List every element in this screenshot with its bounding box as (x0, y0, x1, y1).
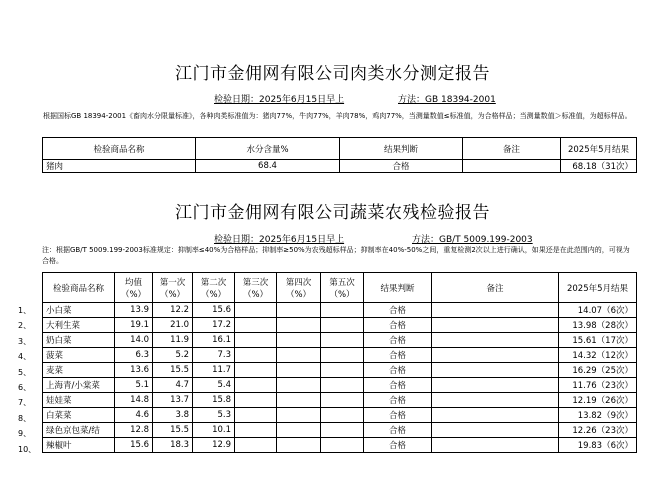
veg-cell-t2: 15.8 (193, 393, 235, 408)
veg-cell-name: 白菜菜 (43, 408, 115, 423)
meat-header-name: 检验商品名称 (43, 138, 196, 160)
veg-cell-t3 (235, 408, 277, 423)
veg-cell-may: 14.32（12次） (559, 348, 637, 363)
row-index: 2、 (18, 321, 32, 331)
veg-cell-t1: 15.5 (153, 363, 193, 378)
veg-header-t1-unit: （%） (159, 289, 186, 300)
veg-cell-remark (432, 393, 559, 408)
veg-cell-t5 (321, 303, 364, 318)
veg-header-name: 检验商品名称 (43, 273, 115, 303)
veg-cell-t2: 17.2 (193, 318, 235, 333)
table-row (43, 423, 637, 438)
veg-results-table (42, 272, 637, 453)
veg-cell-remark (432, 318, 559, 333)
veg-header-t4 (277, 273, 321, 303)
veg-cell-t1: 4.7 (153, 378, 193, 393)
table-row (43, 303, 637, 318)
row-index: 3、 (18, 336, 32, 346)
veg-cell-t1: 13.7 (153, 393, 193, 408)
veg-cell-result: 合格 (364, 423, 432, 438)
veg-header-t4-label: 第四次 (285, 277, 312, 288)
veg-cell-t1: 18.3 (153, 438, 193, 453)
veg-cell-t2: 12.9 (193, 438, 235, 453)
veg-cell-t4 (277, 348, 321, 363)
meat-header-result: 结果判断 (340, 138, 463, 160)
veg-cell-t3 (235, 318, 277, 333)
veg-cell-remark (432, 348, 559, 363)
meat-row-remark (463, 160, 561, 173)
row-index: 10、 (18, 444, 37, 454)
veg-standard-note: 注：根据GB/T 5009.199-2003标准规定：抑制率≤40%为合格样品；抑制率≥50%为农残超标样品；抑制率在40%-50%之间，重复检测2次以上进行确认，如果还是在此范围内的，可视为合格。 (42, 246, 630, 265)
meat-row-value: 68.4 (196, 160, 340, 173)
veg-cell-avg: 12.8 (115, 423, 153, 438)
veg-header-remark: 备注 (432, 273, 559, 303)
veg-cell-avg: 4.6 (115, 408, 153, 423)
veg-cell-t5 (321, 408, 364, 423)
veg-cell-t4 (277, 378, 321, 393)
veg-cell-t1: 11.9 (153, 333, 193, 348)
meat-inspection-date: 检验日期：2025年6月15日早上 (214, 95, 345, 105)
row-index: 8、 (18, 413, 32, 423)
table-row (43, 378, 637, 393)
veg-cell-result: 合格 (364, 378, 432, 393)
veg-cell-result: 合格 (364, 393, 432, 408)
veg-cell-may: 15.61（17次） (559, 333, 637, 348)
veg-cell-t5 (321, 393, 364, 408)
veg-cell-t4 (277, 333, 321, 348)
veg-cell-t3 (235, 348, 277, 363)
veg-cell-avg: 5.1 (115, 378, 153, 393)
veg-cell-t3 (235, 303, 277, 318)
veg-cell-result: 合格 (364, 333, 432, 348)
veg-cell-t5 (321, 318, 364, 333)
veg-cell-t5 (321, 348, 364, 363)
meat-row-result: 合格 (340, 160, 463, 173)
veg-cell-t4 (277, 363, 321, 378)
meat-header-may-result: 2025年5月结果 (561, 138, 637, 160)
table-row (43, 408, 637, 423)
veg-cell-t3 (235, 363, 277, 378)
veg-cell-t1: 21.0 (153, 318, 193, 333)
veg-cell-name: 上海青/小棠菜 (43, 378, 115, 393)
veg-header-t2-label: 第二次 (200, 277, 227, 288)
veg-cell-remark (432, 408, 559, 423)
veg-header-avg (115, 273, 153, 303)
veg-cell-t5 (321, 333, 364, 348)
veg-header-avg-label: 均值 (124, 277, 142, 288)
meat-header-moisture: 水分含量% (196, 138, 340, 160)
row-index: 7、 (18, 398, 32, 408)
veg-cell-t1: 12.2 (153, 303, 193, 318)
veg-cell-t3 (235, 393, 277, 408)
veg-header-t1-label: 第一次 (159, 277, 186, 288)
meat-header-row (43, 138, 637, 160)
veg-method: 方法：GB/T 5009.199-2003 (412, 235, 533, 245)
table-row (43, 363, 637, 378)
veg-cell-t2: 7.3 (193, 348, 235, 363)
veg-cell-remark (432, 378, 559, 393)
veg-cell-name: 绿色京包菜/结 (43, 423, 115, 438)
veg-row-index-column (18, 303, 48, 457)
table-row (43, 393, 637, 408)
veg-cell-t5 (321, 438, 364, 453)
meat-results-table (42, 137, 637, 173)
veg-cell-t4 (277, 318, 321, 333)
veg-cell-t2: 16.1 (193, 333, 235, 348)
veg-cell-avg: 15.6 (115, 438, 153, 453)
veg-header-t4-unit: （%） (285, 289, 312, 300)
veg-cell-t5 (321, 363, 364, 378)
veg-cell-remark (432, 423, 559, 438)
veg-cell-t4 (277, 408, 321, 423)
meat-report-title: 江门市金佣网有限公司肉类水分测定报告 (175, 64, 490, 84)
veg-cell-remark (432, 438, 559, 453)
veg-cell-avg: 6.3 (115, 348, 153, 363)
veg-cell-t4 (277, 423, 321, 438)
veg-header-t3-label: 第三次 (242, 277, 269, 288)
row-index: 9、 (18, 429, 32, 439)
veg-cell-may: 13.82（9次） (559, 408, 637, 423)
veg-header-t2-unit: （%） (200, 289, 227, 300)
veg-inspection-date: 检验日期：2025年6月15日早上 (214, 235, 345, 245)
veg-cell-t2: 15.6 (193, 303, 235, 318)
veg-cell-may: 12.19（26次） (559, 393, 637, 408)
veg-header-avg-unit: （%） (120, 289, 147, 300)
table-row (43, 160, 637, 173)
veg-header-t5-label: 第五次 (329, 277, 355, 288)
veg-cell-t1: 5.2 (153, 348, 193, 363)
veg-cell-t2: 11.7 (193, 363, 235, 378)
veg-cell-t4 (277, 393, 321, 408)
veg-header-may-result: 2025年5月结果 (559, 273, 637, 303)
veg-header-t5 (321, 273, 364, 303)
veg-cell-result: 合格 (364, 363, 432, 378)
veg-cell-name: 小白菜 (43, 303, 115, 318)
veg-cell-t2: 5.3 (193, 408, 235, 423)
veg-cell-t2: 10.1 (193, 423, 235, 438)
veg-header-t2 (193, 273, 235, 303)
table-row (43, 318, 637, 333)
meat-row-name: 猪肉 (43, 160, 196, 173)
veg-cell-t4 (277, 438, 321, 453)
veg-cell-name: 辣椒叶 (43, 438, 115, 453)
veg-cell-t3 (235, 423, 277, 438)
veg-header-t3 (235, 273, 277, 303)
veg-cell-avg: 14.0 (115, 333, 153, 348)
veg-cell-remark (432, 303, 559, 318)
veg-cell-result: 合格 (364, 303, 432, 318)
veg-cell-name: 大利生菜 (43, 318, 115, 333)
veg-cell-name: 娃娃菜 (43, 393, 115, 408)
row-index: 5、 (18, 367, 32, 377)
veg-header-t1 (153, 273, 193, 303)
veg-cell-may: 11.76（23次） (559, 378, 637, 393)
veg-cell-t2: 5.4 (193, 378, 235, 393)
veg-cell-t1: 3.8 (153, 408, 193, 423)
veg-header-row (43, 273, 637, 303)
veg-cell-t3 (235, 378, 277, 393)
veg-header-result: 结果判断 (364, 273, 432, 303)
veg-header-t3-unit: （%） (242, 289, 269, 300)
veg-cell-result: 合格 (364, 408, 432, 423)
table-row (43, 348, 637, 363)
veg-cell-name: 奶白菜 (43, 333, 115, 348)
meat-row-may-result: 68.18（31次） (561, 160, 637, 173)
meat-method: 方法：GB 18394-2001 (398, 95, 496, 105)
veg-cell-may: 12.26（23次） (559, 423, 637, 438)
veg-cell-t4 (277, 303, 321, 318)
veg-cell-remark (432, 333, 559, 348)
veg-cell-avg: 13.9 (115, 303, 153, 318)
veg-cell-avg: 13.6 (115, 363, 153, 378)
veg-cell-result: 合格 (364, 318, 432, 333)
table-row (43, 438, 637, 453)
veg-header-t5-unit: （%） (329, 289, 355, 300)
veg-cell-t1: 15.5 (153, 423, 193, 438)
veg-cell-t5 (321, 423, 364, 438)
veg-cell-avg: 14.8 (115, 393, 153, 408)
veg-cell-name: 菠菜 (43, 348, 115, 363)
row-index: 1、 (18, 306, 32, 315)
veg-cell-t3 (235, 333, 277, 348)
meat-standard-note: 根据国标GB 18394-2001《畜肉水分限量标准》，各种肉类标准值为：猪肉77%，牛肉77%，羊肉78%，鸡肉77%，当测量数值≤标准值，为合格样品；当测量数值＞标准值，为超标样品。 (43, 112, 632, 120)
veg-cell-t5 (321, 378, 364, 393)
veg-cell-may: 13.98（28次） (559, 318, 637, 333)
veg-report-title: 江门市金佣网有限公司蔬菜农残检验报告 (175, 203, 490, 223)
row-index: 6、 (18, 382, 32, 392)
row-index: 4、 (18, 352, 32, 362)
table-row (43, 333, 637, 348)
veg-cell-t3 (235, 438, 277, 453)
veg-cell-avg: 19.1 (115, 318, 153, 333)
veg-cell-result: 合格 (364, 348, 432, 363)
veg-cell-may: 14.07（6次） (559, 303, 637, 318)
veg-cell-remark (432, 363, 559, 378)
meat-header-remark: 备注 (463, 138, 561, 160)
veg-cell-may: 16.29（25次） (559, 363, 637, 378)
veg-cell-may: 19.83（6次） (559, 438, 637, 453)
veg-cell-result: 合格 (364, 438, 432, 453)
veg-cell-name: 麦菜 (43, 363, 115, 378)
